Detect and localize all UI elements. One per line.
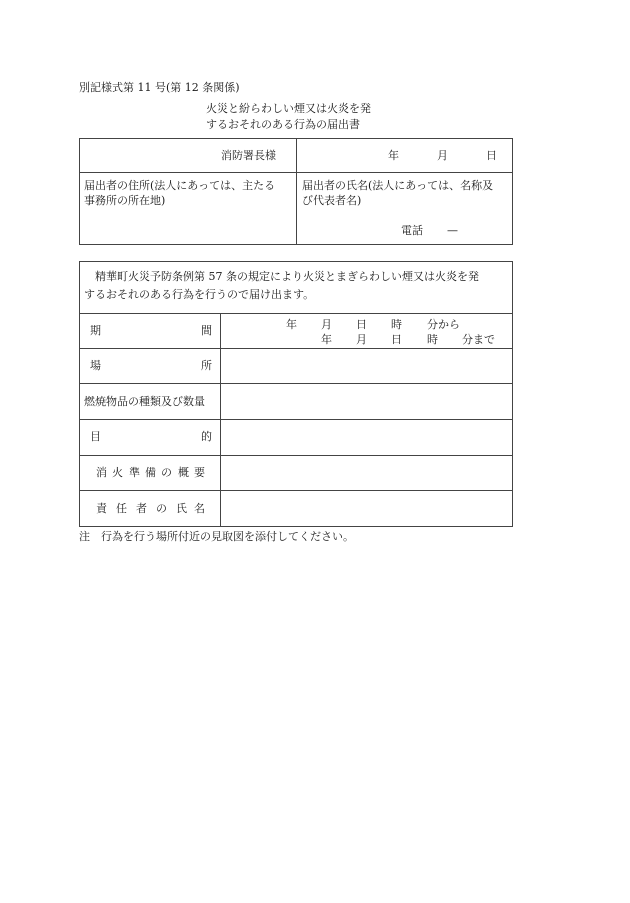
period-label-b: 間 xyxy=(201,324,212,337)
notice-line1: 精華町火災予防条例第 57 条の規定により火災とまぎらわしい煙又は火炎を発 xyxy=(95,270,479,283)
fire-prep-char: 消 xyxy=(96,466,107,479)
form-title-line2: するおそれのある行為の届出書 xyxy=(206,118,360,131)
notice-line2: するおそれのある行為を行うので届け出ます。 xyxy=(84,288,315,301)
fire-prep-char: 備 xyxy=(145,466,156,479)
date-day: 日 xyxy=(486,149,497,162)
fire-prep-char: 概 xyxy=(178,466,189,479)
responsible-char: 者 xyxy=(136,502,147,515)
responsible-char: 名 xyxy=(194,502,205,515)
table-row-divider xyxy=(79,348,513,349)
applicant-table-column-divider xyxy=(296,138,297,245)
responsible-char: 氏 xyxy=(176,502,187,515)
period-from-month: 月 xyxy=(321,318,332,331)
footnote: 注 行為を行う場所付近の見取図を添付してください。 xyxy=(79,530,354,543)
fire-prep-char: 火 xyxy=(112,466,123,479)
table-row-divider xyxy=(79,313,513,314)
responsible-char: の xyxy=(156,502,167,515)
form-number: 別記様式第 11 号(第 12 条関係) xyxy=(79,81,240,94)
table-row-divider xyxy=(79,490,513,491)
phone-label: 電話 xyxy=(401,224,423,237)
responsible-char: 任 xyxy=(116,502,127,515)
period-from-day: 日 xyxy=(356,318,367,331)
fire-prep-char: の xyxy=(161,466,172,479)
place-label-b: 所 xyxy=(201,359,212,372)
date-year: 年 xyxy=(388,149,399,162)
fire-prep-char: 準 xyxy=(129,466,140,479)
fire-prep-char: 要 xyxy=(194,466,205,479)
table-row-divider xyxy=(79,419,513,420)
period-from-hour: 時 xyxy=(391,318,402,331)
place-label-a: 場 xyxy=(90,359,101,372)
table-row-divider xyxy=(79,455,513,456)
period-to-minute: 分まで xyxy=(462,333,495,346)
name-label-line1: 届出者の氏名(法人にあっては、名称及 xyxy=(302,179,494,192)
responsible-char: 責 xyxy=(96,502,107,515)
address-label-line2: 事務所の所在地) xyxy=(84,194,166,207)
purpose-label-b: 的 xyxy=(201,430,212,443)
table-column-divider xyxy=(220,313,221,527)
table-row-divider xyxy=(79,383,513,384)
period-label-a: 期 xyxy=(90,324,101,337)
period-to-year: 年 xyxy=(321,333,332,346)
form-title-line1: 火災と紛らわしい煙又は火炎を発 xyxy=(206,102,371,115)
period-to-hour: 時 xyxy=(427,333,438,346)
address-label-line1: 届出者の住所(法人にあっては、主たる xyxy=(84,179,276,192)
addressee: 消防署長様 xyxy=(221,149,276,162)
phone-dash: — xyxy=(447,224,458,237)
period-from-year: 年 xyxy=(286,318,297,331)
period-to-month: 月 xyxy=(356,333,367,346)
purpose-label-a: 目 xyxy=(90,430,101,443)
date-month: 月 xyxy=(437,149,448,162)
name-label-line2: び代表者名) xyxy=(302,194,362,207)
materials-label: 燃焼物品の種類及び数量 xyxy=(84,395,205,408)
period-to-day: 日 xyxy=(391,333,402,346)
period-from-minute: 分から xyxy=(427,318,460,331)
